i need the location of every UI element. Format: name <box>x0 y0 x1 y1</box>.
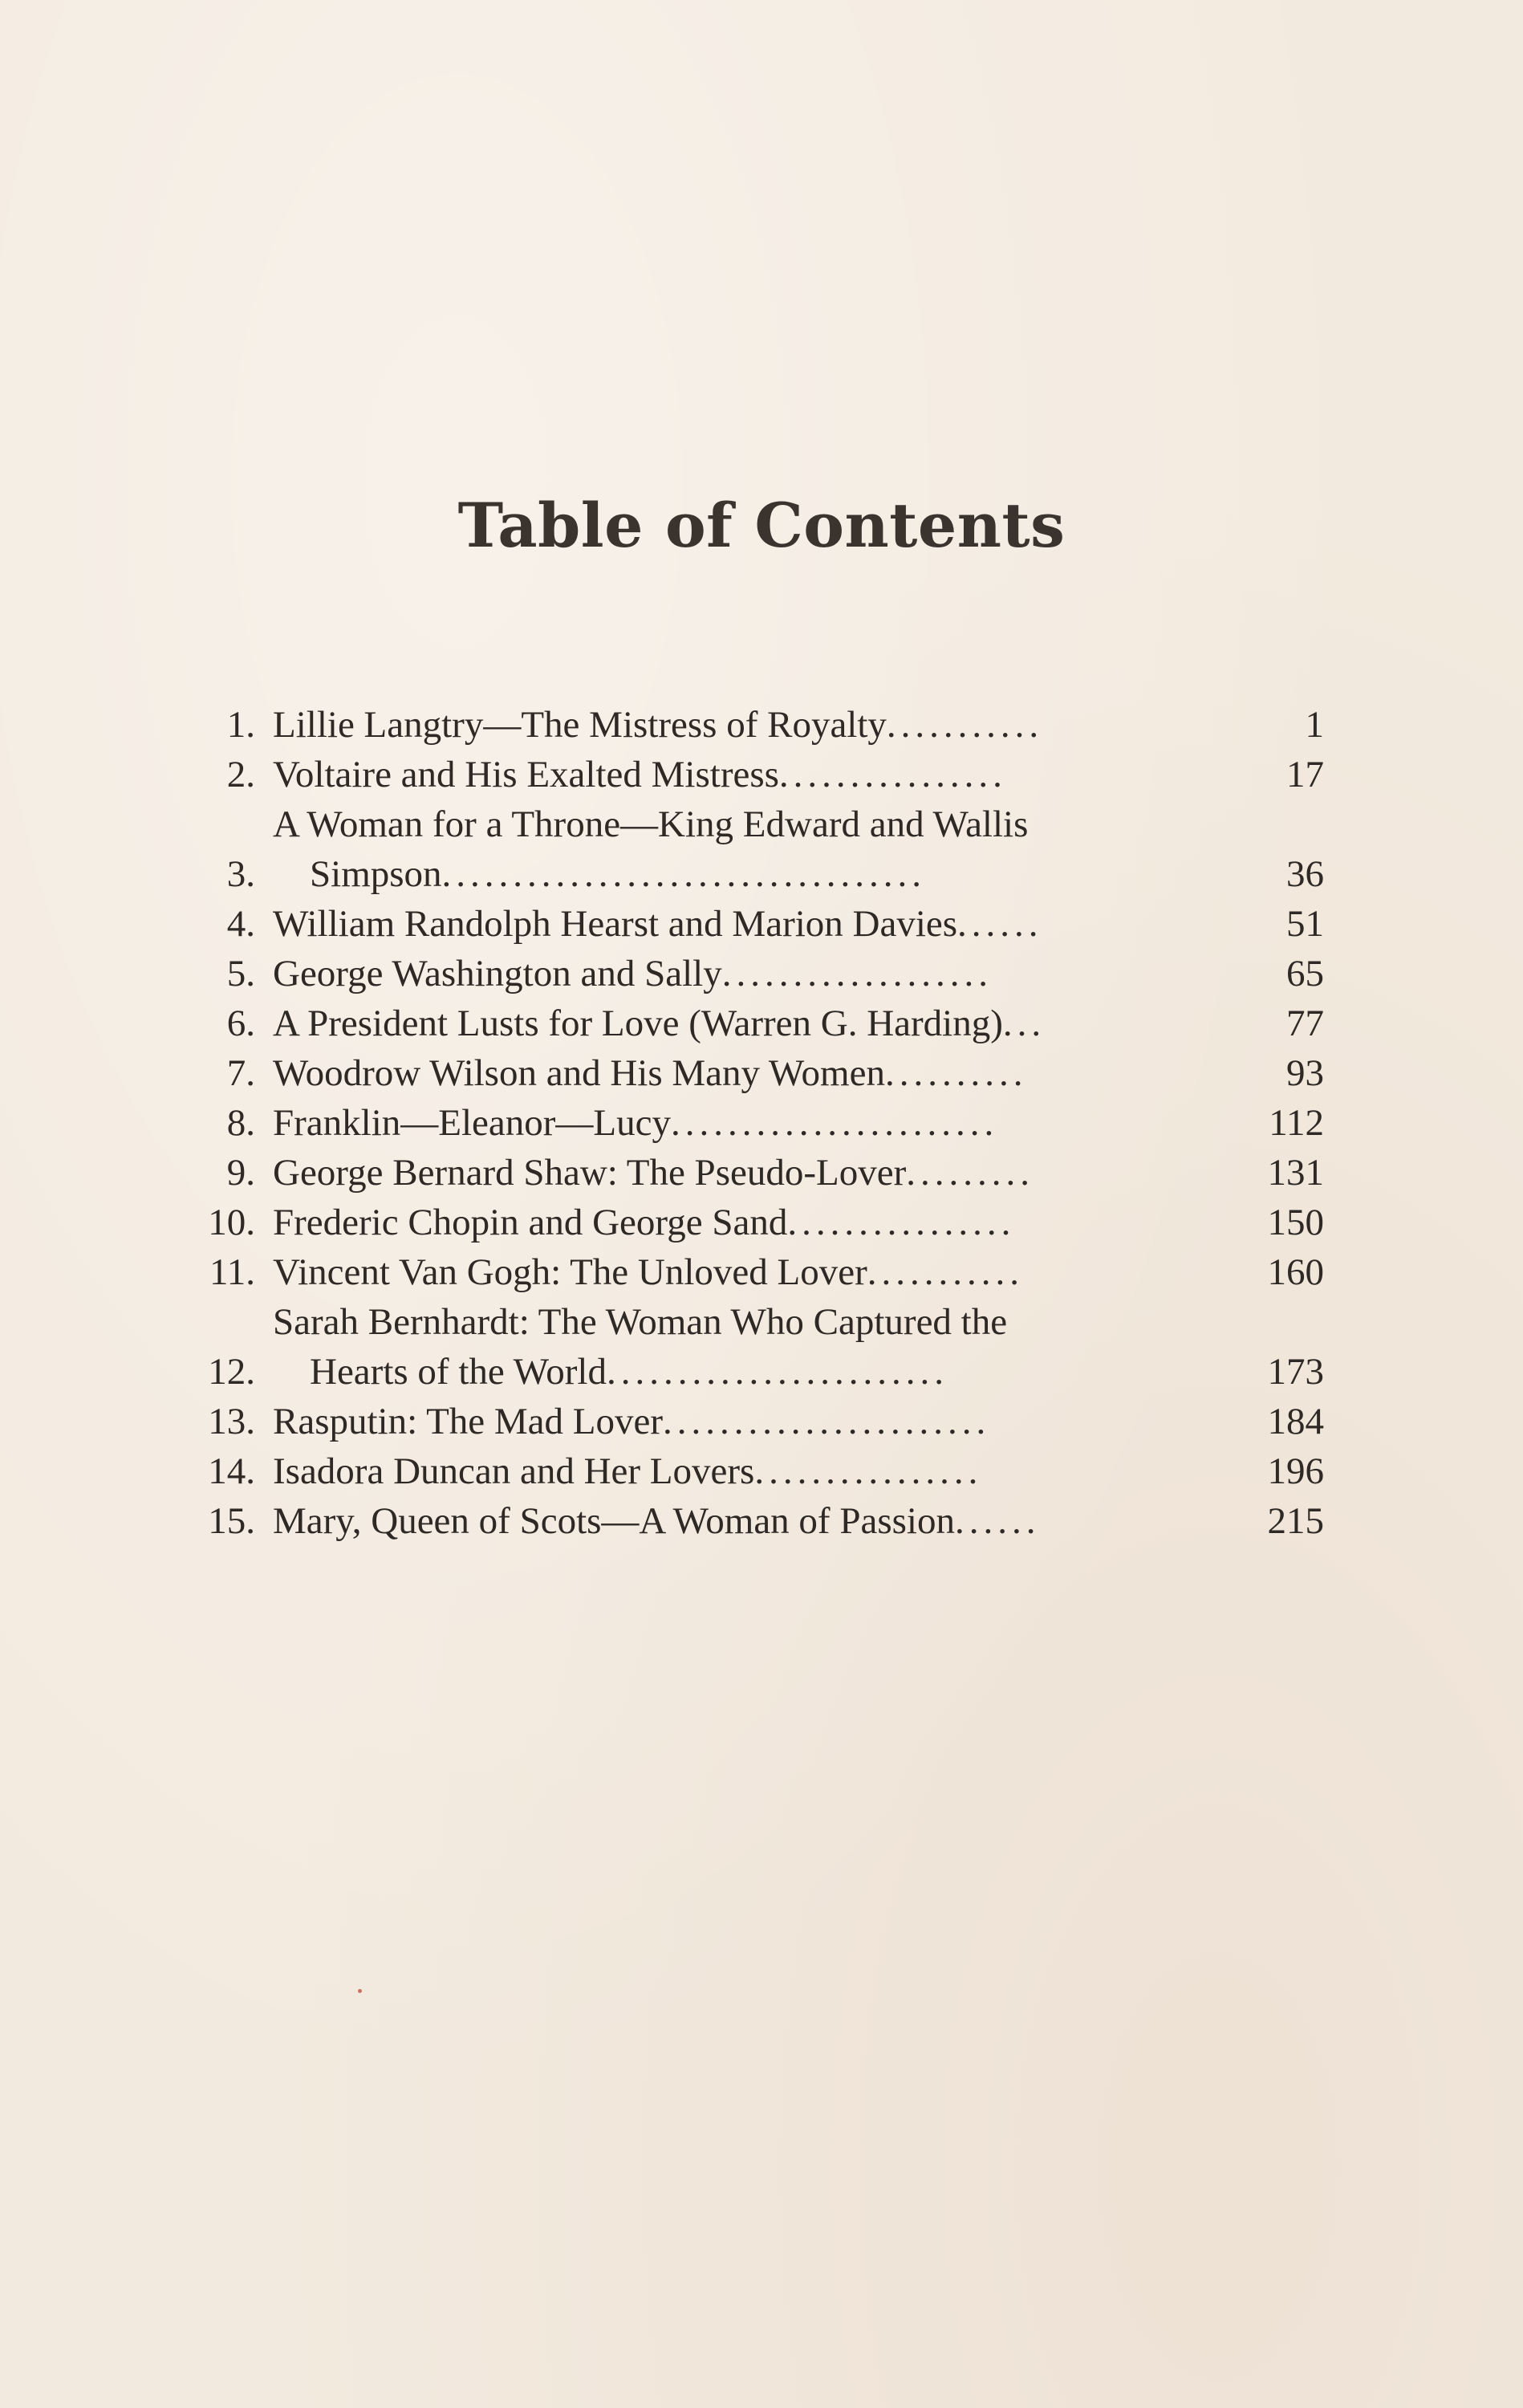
dot-leader: ... <box>1002 1003 1046 1044</box>
toc-entry-body <box>273 1148 1164 1198</box>
toc-entry-page-number: 1 <box>1305 704 1324 746</box>
toc-entry-body <box>273 1048 1164 1098</box>
dot-leader: ........... <box>886 704 1044 746</box>
toc-entry <box>185 700 1324 750</box>
toc-entry-title-continued: Hearts of the World <box>310 1351 607 1393</box>
dot-leader: ................ <box>754 1450 983 1492</box>
toc-entry <box>185 799 1324 899</box>
toc-entry <box>185 750 1324 799</box>
toc-entry-number: 4. <box>226 903 255 945</box>
page-title: Table of Contents <box>457 490 1066 561</box>
toc-entry-number: 12. <box>208 1351 255 1393</box>
toc-entry-line <box>273 1446 1164 1496</box>
ink-speck <box>358 1989 362 1993</box>
toc-entry-number: 11. <box>209 1251 255 1293</box>
dot-leader: ........... <box>867 1251 1025 1293</box>
toc-entry-title-continued: Simpson <box>310 853 442 895</box>
toc-entry-title: Woodrow Wilson and His Many Women <box>273 1052 885 1094</box>
toc-entry-number: 5. <box>226 953 255 995</box>
toc-entry <box>185 949 1324 999</box>
dot-leader: ................ <box>787 1202 1016 1243</box>
toc-entry-title: Isadora Duncan and Her Lovers <box>273 1450 755 1492</box>
toc-entry-line <box>273 1297 1164 1347</box>
dot-leader: ......... <box>906 1152 1034 1194</box>
dot-leader: .......... <box>884 1052 1028 1094</box>
toc-entry-number: 15. <box>208 1500 255 1542</box>
toc-entry-title: William Randolph Hearst and Marion Davies <box>273 903 958 945</box>
dot-leader: ................... <box>721 953 993 995</box>
toc-entry-line <box>273 1048 1164 1098</box>
toc-entry-line <box>273 1397 1164 1446</box>
toc-entry-number: 2. <box>226 754 255 795</box>
toc-entry-page-number: 77 <box>1286 1003 1324 1044</box>
toc-entry-title: Mary, Queen of Scots—A Woman of Passion <box>273 1500 955 1542</box>
toc-entry-title: Sarah Bernhardt: The Woman Who Captured the <box>273 1301 1008 1343</box>
toc-entry-title: Frederic Chopin and George Sand <box>273 1202 788 1243</box>
toc-entry-body <box>273 799 1164 899</box>
toc-entry-body <box>273 1198 1164 1247</box>
toc-entry-line <box>273 799 1164 849</box>
toc-entry-line <box>273 700 1164 750</box>
toc-entry-page-number: 51 <box>1286 903 1324 945</box>
toc-entry-page-number: 150 <box>1267 1202 1324 1243</box>
dot-leader: ....................... <box>670 1102 999 1144</box>
toc-entry-line <box>273 1098 1164 1148</box>
toc-entry-title: A President Lusts for Love (Warren G. Harding) <box>273 1003 1003 1044</box>
toc-entry <box>185 1496 1324 1546</box>
toc-entry-page-number: 173 <box>1267 1351 1324 1393</box>
toc-entry-line <box>273 1148 1164 1198</box>
dot-leader: ...... <box>957 903 1043 945</box>
dot-leader: ........................ <box>606 1351 948 1393</box>
toc-entry-line <box>273 750 1164 799</box>
toc-entry-line <box>273 1496 1164 1546</box>
toc-entry-page-number: 17 <box>1286 754 1324 795</box>
toc-entry-body <box>273 899 1164 949</box>
toc-entry <box>185 1048 1324 1098</box>
toc-entry-line <box>273 1347 1164 1397</box>
toc-entry <box>185 899 1324 949</box>
toc-entry-body <box>273 1297 1164 1397</box>
toc-entry <box>185 1098 1324 1148</box>
dot-leader: ...... <box>954 1500 1041 1542</box>
toc-entry-line <box>273 899 1164 949</box>
toc-entry <box>185 999 1324 1048</box>
toc-entry-title: Rasputin: The Mad Lover <box>273 1401 664 1442</box>
toc-entry-body <box>273 1397 1164 1446</box>
toc-entry-title: A Woman for a Throne—King Edward and Wallis <box>273 803 1029 845</box>
toc-entry-body <box>273 1098 1164 1148</box>
toc-entry-number: 13. <box>208 1401 255 1442</box>
toc-entry-body <box>273 750 1164 799</box>
toc-entry-number: 7. <box>226 1052 255 1094</box>
toc-entry-line <box>273 1198 1164 1247</box>
toc-entry-body <box>273 949 1164 999</box>
toc-entry-line <box>273 949 1164 999</box>
dot-leader: .................................. <box>441 853 927 895</box>
toc-entry-title: George Bernard Shaw: The Pseudo-Lover <box>273 1152 907 1194</box>
toc-entry-number: 1. <box>226 704 255 746</box>
toc-entry-number: 6. <box>226 1003 255 1044</box>
toc-entry-page-number: 196 <box>1267 1450 1324 1492</box>
toc-entry-number: 3. <box>226 853 255 895</box>
toc-entry-title: Lillie Langtry—The Mistress of Royalty <box>273 704 887 746</box>
toc-entry-line <box>273 1247 1164 1297</box>
toc-entry-number: 9. <box>226 1152 255 1194</box>
toc-entry-body <box>273 1247 1164 1297</box>
toc-entry-page-number: 215 <box>1267 1500 1324 1542</box>
toc-entry-body <box>273 700 1164 750</box>
toc-entry <box>185 1397 1324 1446</box>
toc-entry-body <box>273 1446 1164 1496</box>
toc-entry <box>185 1198 1324 1247</box>
toc-entry-number: 8. <box>226 1102 255 1144</box>
toc-entry-page-number: 36 <box>1286 853 1324 895</box>
toc-entry-title: Vincent Van Gogh: The Unloved Lover <box>273 1251 867 1293</box>
toc-entry-page-number: 112 <box>1269 1102 1324 1144</box>
toc-entry <box>185 1247 1324 1297</box>
toc-entry-page-number: 160 <box>1267 1251 1324 1293</box>
toc-entry-page-number: 93 <box>1286 1052 1324 1094</box>
toc-entry-title: Franklin—Eleanor—Lucy <box>273 1102 671 1144</box>
toc-entry-number: 10. <box>208 1202 255 1243</box>
toc-entry <box>185 1446 1324 1496</box>
toc-entry <box>185 1297 1324 1397</box>
toc-entry-page-number: 131 <box>1267 1152 1324 1194</box>
toc-entry <box>185 1148 1324 1198</box>
toc-entry-line <box>273 849 1164 899</box>
toc-entry-body <box>273 1496 1164 1546</box>
toc-entry-number: 14. <box>208 1450 255 1492</box>
toc-list <box>185 700 1324 1546</box>
toc-entry-line <box>273 999 1164 1048</box>
toc-entry-page-number: 184 <box>1267 1401 1324 1442</box>
toc-entry-title: Voltaire and His Exalted Mistress <box>273 754 779 795</box>
toc-entry-title: George Washington and Sally <box>273 953 722 995</box>
dot-leader: ................ <box>778 754 1007 795</box>
toc-entry-body <box>273 999 1164 1048</box>
dot-leader: ....................... <box>663 1401 991 1442</box>
toc-entry-page-number: 65 <box>1286 953 1324 995</box>
